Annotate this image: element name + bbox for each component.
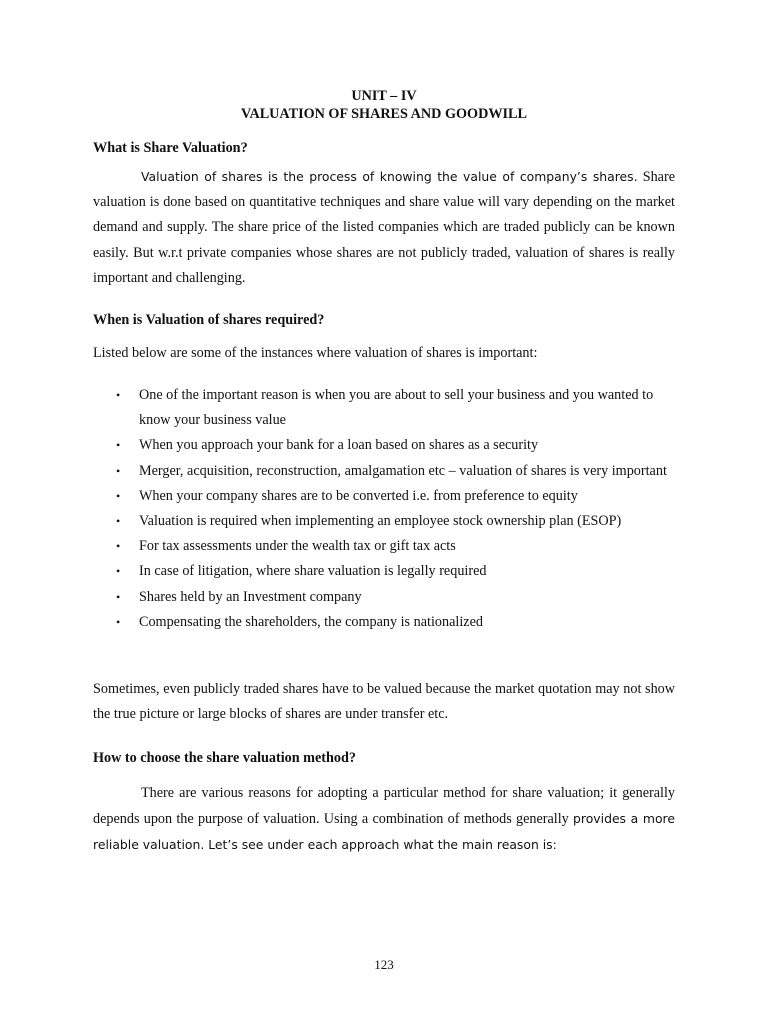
list-item bbox=[93, 484, 675, 509]
list-item-text: Compensating the shareholders, the company is nationalized bbox=[139, 613, 483, 630]
list-item bbox=[93, 610, 675, 635]
bullet-list bbox=[93, 383, 675, 635]
paragraph-how-choose bbox=[93, 781, 675, 859]
paragraph-how-choose-main: There are various reasons for adopting a particular method for share valuation; it generally depends upon the purpose of valuation. Using a combination of methods generally bbox=[93, 785, 675, 828]
list-item-text: Merger, acquisition, reconstruction, amalgamation etc – valuation of shares is very important bbox=[139, 462, 667, 479]
paragraph-what-is-lead: Valuation of shares is the process of knowing the value of company’s shares. bbox=[141, 169, 638, 184]
bullet-icon: • bbox=[116, 514, 121, 529]
list-item bbox=[93, 509, 675, 534]
bullet-icon: • bbox=[116, 438, 121, 453]
chapter-title: VALUATION OF SHARES AND GOODWILL bbox=[241, 106, 527, 122]
section-title-when-required: When is Valuation of shares required? bbox=[93, 312, 325, 328]
paragraph-how-choose-tail: provides a more reliable valuation. Let’s see under each approach what the main reason is: bbox=[93, 811, 675, 853]
bullet-icon: • bbox=[116, 488, 121, 503]
paragraph-what-is bbox=[93, 164, 675, 291]
bullet-icon: • bbox=[116, 539, 121, 554]
bullet-icon: • bbox=[116, 388, 121, 402]
list-item-text: In case of litigation, where share valuation is legally required bbox=[139, 563, 487, 580]
section-title-how-choose: How to choose the share valuation method? bbox=[93, 750, 356, 766]
list-item-text: When you approach your bank for a loan based on shares as a security bbox=[139, 437, 539, 454]
list-item-text: Valuation is required when implementing an employee stock ownership plan (ESOP) bbox=[139, 513, 622, 530]
list-item bbox=[93, 433, 675, 458]
paragraph-what-is-rest: Share valuation is done based on quantitative techniques and share value will vary depending on the market demand and supply. The share price of the listed companies which are traded publicly can be known easily. But w.r.t private companies whose shares are not publicly traded, valuation of shares is really important and challenging. bbox=[93, 169, 675, 286]
list-item bbox=[93, 534, 675, 559]
list-item bbox=[93, 459, 675, 484]
section-title-what-is: What is Share Valuation? bbox=[93, 140, 248, 156]
unit-label: UNIT – IV bbox=[351, 88, 417, 104]
list-item-text: For tax assessments under the wealth tax or gift tax acts bbox=[139, 538, 456, 555]
list-item-text: Shares held by an Investment company bbox=[139, 588, 362, 605]
paragraph-closing: Sometimes, even publicly traded shares have to be valued because the market quotation may not show the true picture or large blocks of shares are under transfer etc. bbox=[93, 681, 675, 723]
page-heading bbox=[0, 87, 768, 123]
list-item bbox=[93, 559, 675, 584]
list-item bbox=[93, 585, 675, 610]
bullet-icon: • bbox=[116, 564, 121, 579]
list-item-text: One of the important reason is when you are about to sell your business and you wanted to know your business value bbox=[139, 387, 654, 429]
bullet-icon: • bbox=[116, 614, 121, 629]
bullet-icon: • bbox=[116, 463, 121, 478]
paragraph-when-intro: Listed below are some of the instances where valuation of shares is important: bbox=[93, 345, 538, 361]
bullet-icon: • bbox=[116, 589, 121, 604]
list-item bbox=[93, 383, 675, 433]
page-number: 123 bbox=[374, 957, 394, 972]
list-item-text: When your company shares are to be converted i.e. from preference to equity bbox=[139, 487, 578, 504]
